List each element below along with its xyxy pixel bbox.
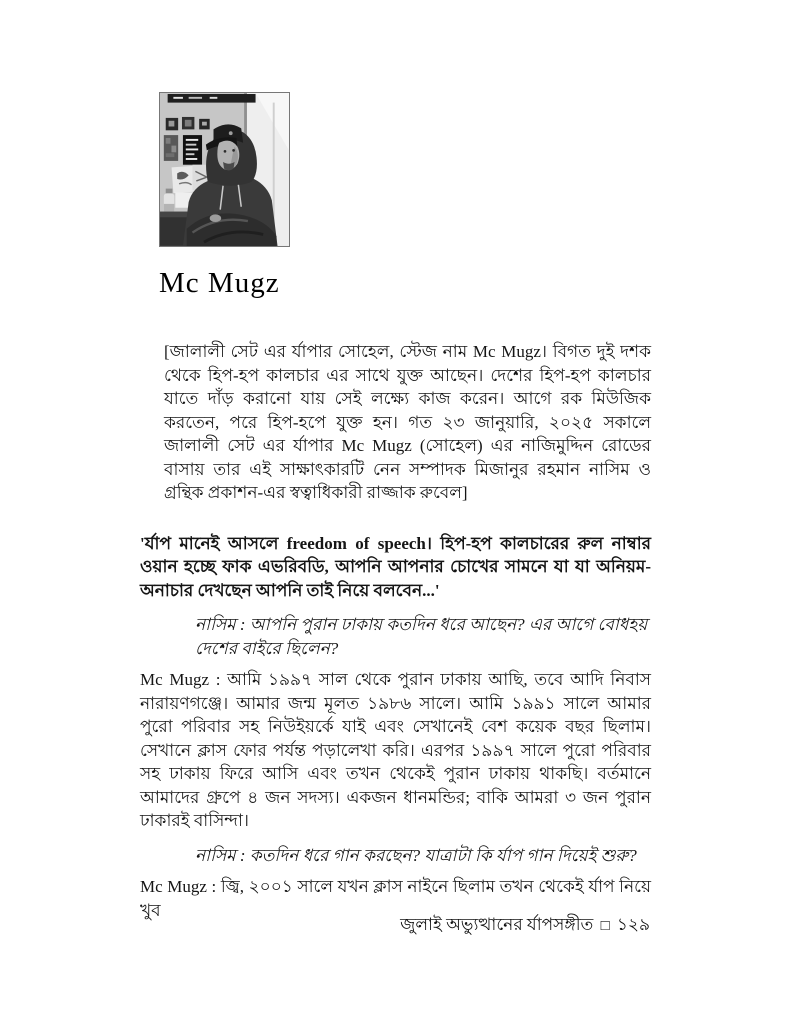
question-text: আপনি পুরান ঢাকায় কতদিন ধরে আছেন? এর আগে বোধহয় দেশের বাইরে ছিলেন? [195,615,648,658]
square-bullet-icon: □ [600,918,610,934]
speaker-name: Mc Mugz : [140,670,221,689]
mc-mugz-photo [159,92,290,247]
interview-question-2 [195,844,651,868]
footer-page-number: ১২৯ [616,915,650,934]
question-text: কতদিন ধরে গান করছেন? যাত্রাটা কি র্যাপ গান দিয়েই শুরু? [249,845,637,865]
speaker-name: নাসিম : [195,615,246,634]
page-content [140,92,651,922]
page-title: Mc Mugz [159,267,280,299]
page-footer [400,912,650,940]
speaker-name: নাসিম : [195,845,246,865]
intro-note: [জালালী সেট এর র্যাপার সোহেল, স্টেজ নাম Mc Mugz। বিগত দুই দশক থেকে হিপ-হপ কালচার এর সাথে যুক্ত আছেন। দেশের হিপ-হপ কালচার যাতে দাঁড় করানো যায় সেই লক্ষ্যে কাজ করেন। আগে রক মিউজিক করতেন, পরে হিপ-হপে যুক্ত হন। গত ২৩ জানুয়ারি, ২০২৫ সকালে জালালী সেট এর র্যাপার Mc Mugz (সোহেল) এর নাজিমুদ্দিন রোডের বাসায় তার এই সাক্ষাৎকারটি নেন সম্পাদক মিজানুর রহমান নাসিম ও গ্রন্থিক প্রকাশন-এর স্বত্বাধিকারী রাজ্জাক রুবেল] [164,342,651,502]
speaker-name: Mc Mugz : [140,877,217,896]
interview-answer-1 [140,668,651,833]
interview-question-1 [195,613,651,660]
answer-text: আমি ১৯৯৭ সাল থেকে পুরান ঢাকায় আছি, তবে আদি নিবাস নারায়ণগঞ্জে। আমার জন্ম মূলত ১৯৮৬ সালে। আমি ১৯৯১ সালে আমার পুরো পরিবার সহ নিউইয়র্কে যাই এবং সেখানেই বেশ কয়েক বছর ছিলাম। সেখানে ক্লাস ফোর পর্যন্ত পড়ালেখা করি। এরপর ১৯৯৭ সালে পুরো পরিবার সহ ঢাকায় ফিরে আসি এবং তখন থেকেই পুরান ঢাকায় থাকছি। বর্তমানে আমাদের গ্রুপে ৪ জন সদস্য। একজন ধানমন্ডির; বাকি আমরা ৩ জন পুরান ঢাকারই বাসিন্দা। [140,670,652,830]
answer-text: জ্বি, ২০০১ সালে যখন ক্লাস নাইনে ছিলাম তখন থেকেই র্যাপ নিয়ে খুব [140,877,652,920]
pull-quote: 'র্যাপ মানেই আসলে freedom of speech। হিপ-হপ কালচারের রুল নাম্বার ওয়ান হচ্ছে ফাক এভরিবডি, আপনি আপনার চোখের সামনে যা যা অনিয়ম-অনাচার দেখছেন আপনি তাই নিয়ে বলবেন...' [140,533,651,600]
footer-running-title: জুলাই অভ্যুত্থানের র্যাপসঙ্গীত [400,915,594,934]
